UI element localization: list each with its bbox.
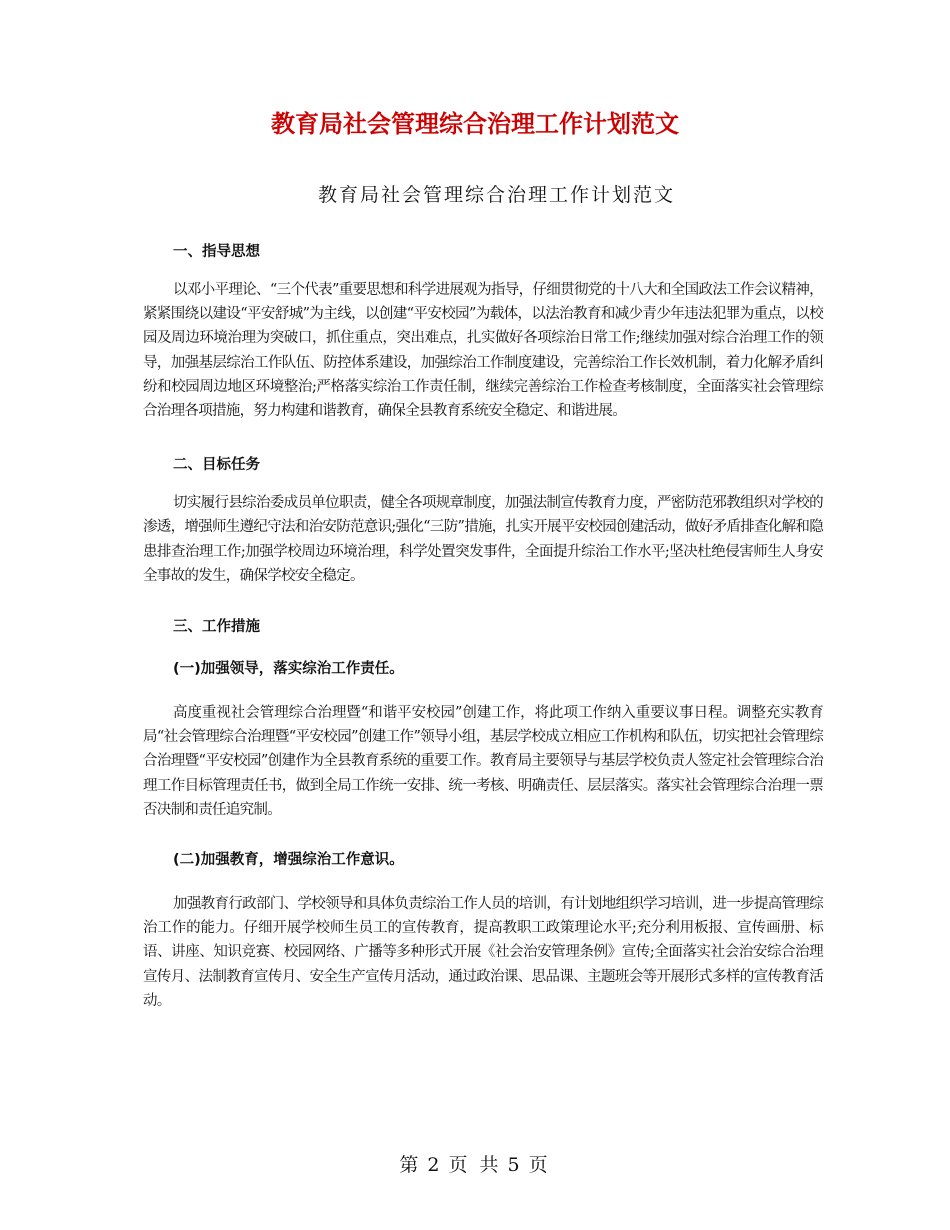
paragraph-education: 加强教育行政部门、学校领导和具体负责综治工作人员的培训，有计划地组织学习培训，进一步提高管理综治工作的能力。仔细开展学校师生员工的宣传教育，提高教职工政策理论水平;充分利用板报、宣传画册、标语、讲座、知识竞赛、校园网络、广播等多种形式开展《社会治安管理条例》宣传;全面落实社会治安综合治理宣传月、法制教育宣传月、安全生产宣传月活动，通过政治课、思品课、主题班会等开展形式多样的宣传教育活动。 [143,896,823,1009]
paragraph-guiding-ideology: 以邓小平理论、“三个代表”重要思想和科学进展观为指导，仔细贯彻党的十八大和全国政法工作会议精神，紧紧围绕以建设“平安舒城”为主线，以创建“平安校园”为载体，以法治教育和减少青少年违法犯罪为重点，以校园及周边环境治理为突破口，抓住重点，突出难点，扎实做好各项综治日常工作;继续加强对综合治理工作的领导，加强基层综治工作队伍、防控体系建设，加强综治工作制度建设，完善综治工作长效机制，着力化解矛盾纠纷和校园周边地区环境整治;严格落实综治工作责任制，继续完善综治工作检查考核制度，全面落实社会管理综合治理各项措施，努力构建和谐教育，确保全县教育系统安全稳定、和谐进展。 [143,282,823,420]
footer-total-pages: 5 [507,1154,523,1176]
paragraph-leadership: 高度重视社会管理综合治理暨“和谐平安校园”创建工作，将此项工作纳入重要议事日程。调整充实教育局“社会管理综合治理暨“平安校园”创建工作”领导小组，基层学校成立相应工作机构和队伍，切实把社会管理综合治理暨“平安校园”创建作为全县教育系统的重要工作。教育局主要领导与基层学校负责人签定社会管理综合治理工作目标管理责任书，做到全局工作统一安排、统一考核、明确责任、层层落实。落实社会管理综合治理一票否决制和责任追究制。 [143,705,823,818]
footer-prefix: 第 [399,1154,422,1176]
subsection-heading-education: (二)加强教育，增强综治工作意识。 [173,852,404,869]
page-title: 教育局社会管理综合治理工作计划范文 [271,110,679,138]
document-subtitle: 教育局社会管理综合治理工作计划范文 [317,184,675,206]
footer-suffix: 页 [528,1154,551,1176]
page-footer [0,1152,950,1178]
section-heading-goals: 二、目标任务 [173,457,260,474]
section-heading-guiding-ideology: 一、指导思想 [173,244,260,260]
document-body [143,236,823,1033]
footer-page-number: 2 [427,1154,443,1176]
footer-middle: 页 共 [448,1154,502,1176]
paragraph-goals: 切实履行县综治委成员单位职责，健全各项规章制度，加强法制宣传教育力度，严密防范邪教组织对学校的渗透，增强师生遵纪守法和治安防范意识;强化“三防”措施，扎实开展平安校园创建活动，做好矛盾排查化解和隐患排查治理工作;加强学校周边环境治理，科学处置突发事件，全面提升综治工作水平;坚决杜绝侵害师生人身安全事故的发生，确保学校安全稳定。 [143,495,824,584]
subsection-heading-leadership: (一)加强领导，落实综治工作责任。 [173,661,404,678]
section-heading-measures: 三、工作措施 [173,619,260,636]
